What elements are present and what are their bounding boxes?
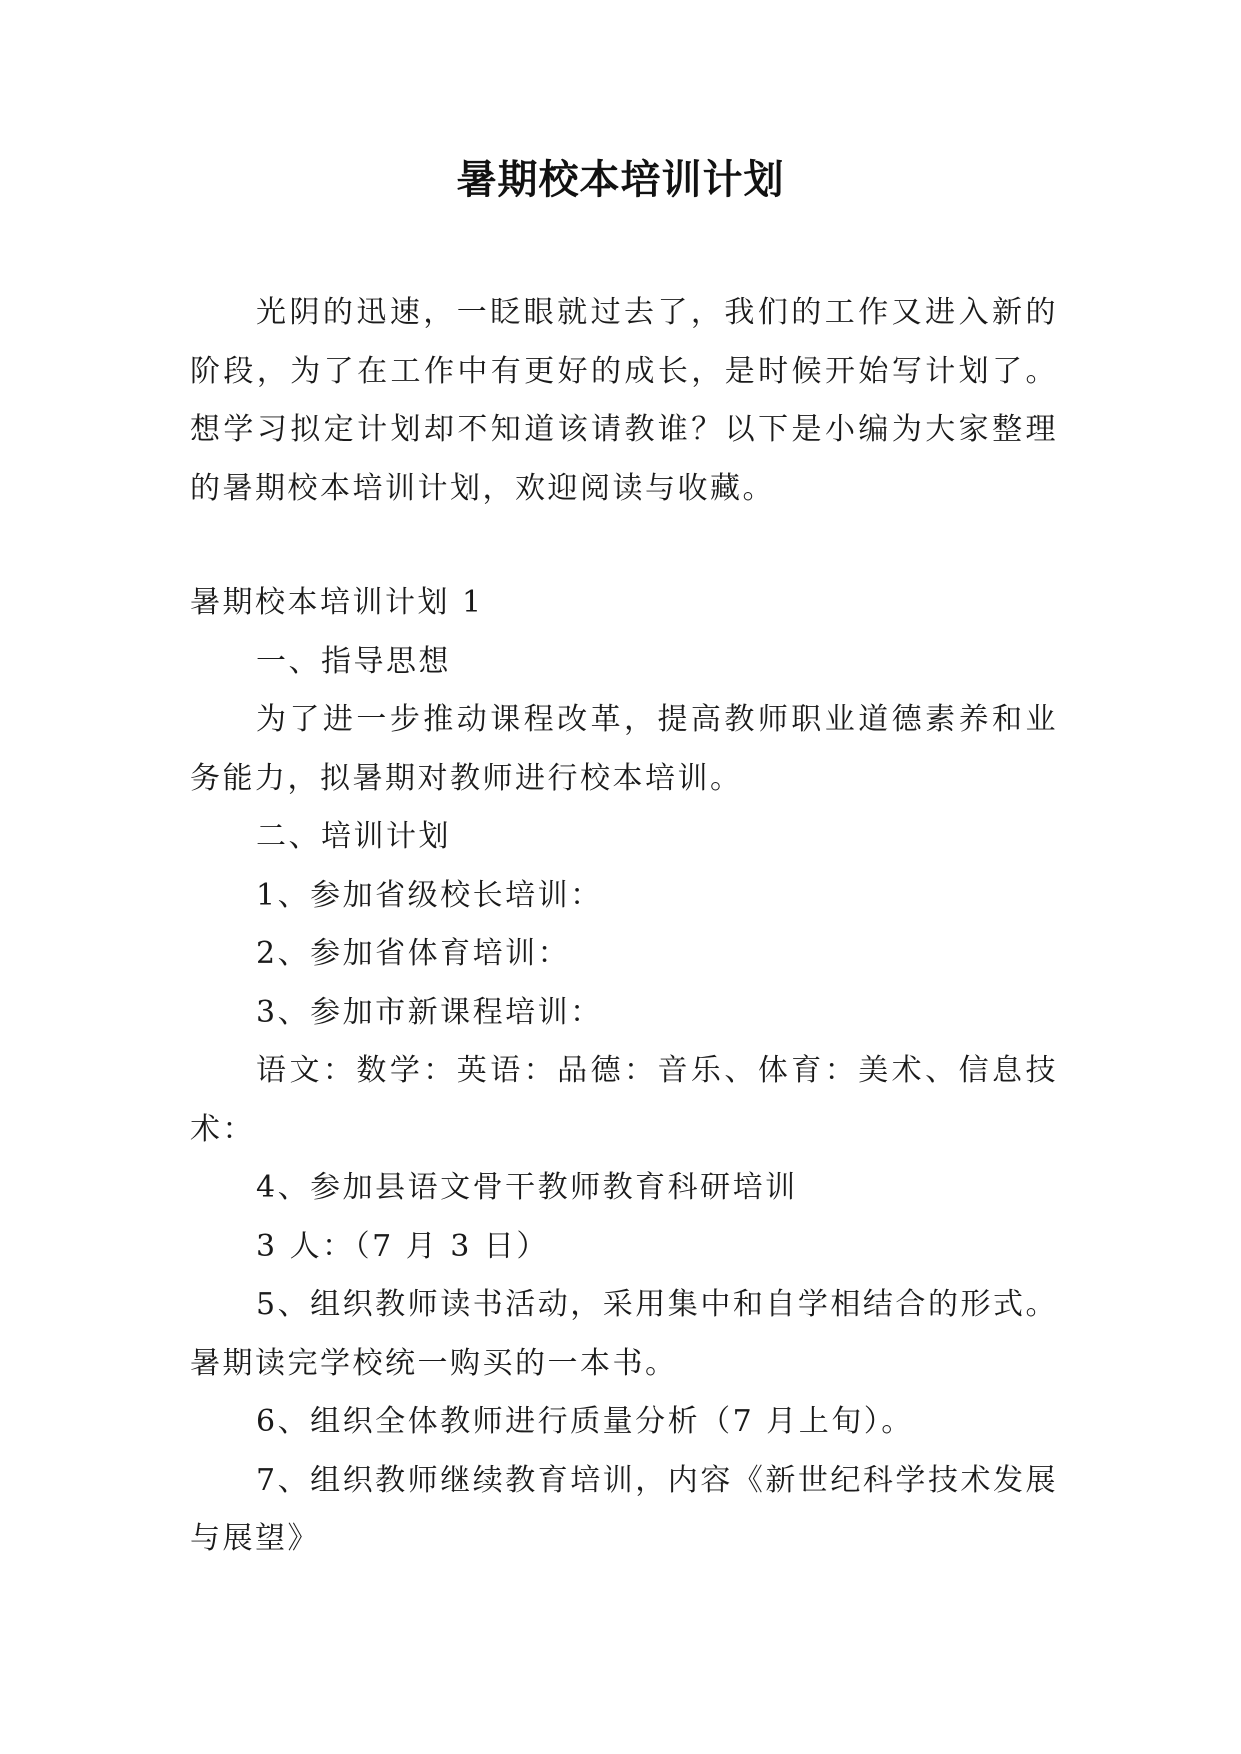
- plan-item-3: 3、参加市新课程培训：: [256, 994, 603, 1030]
- plan-item-6: 6、组织全体教师进行质量分析（7 月上旬）。: [256, 1404, 914, 1439]
- heading-training-plan: 二、培训计划: [256, 819, 451, 854]
- section-heading: 暑期校本培训计划 1: [190, 585, 484, 620]
- plan-section: [190, 574, 1058, 1569]
- intro-paragraph: 光阴的迅速，一眨眼就过去了，我们的工作又进入新的阶段，为了在工作中有更好的成长，是时候开始写计划了。想学习拟定计划却不知道该请教谁？以下是小编为大家整理的暑期校本培训计划，欢迎阅读与收藏。: [190, 295, 1058, 506]
- plan-item-4: 4、参加县语文骨干教师教育科研培训: [256, 1170, 798, 1205]
- plan-item-5: 5、组织教师读书活动，采用集中和自学相结合的形式。暑期读完学校统一购买的一本书。: [190, 1287, 1058, 1381]
- plan-item-4-detail: 3 人：（7 月 3 日）: [256, 1228, 549, 1264]
- intro-block: [190, 284, 1058, 518]
- document-title: 暑期校本培训计划: [456, 156, 785, 203]
- plan-item-7: 7、组织教师继续教育培训，内容《新世纪科学技术发展与展望》: [190, 1462, 1058, 1556]
- plan-item-2: 2、参加省体育培训：: [256, 936, 571, 971]
- paragraph-guiding-idea: 为了进一步推动课程改革，提高教师职业道德素养和业务能力，拟暑期对教师进行校本培训。: [190, 702, 1058, 796]
- plan-item-3-subjects: 语文：数学：英语：品德：音乐、体育：美术、信息技术：: [190, 1053, 1058, 1147]
- plan-item-1: 1、参加省级校长培训：: [256, 877, 603, 913]
- heading-guiding-idea: 一、指导思想: [256, 643, 451, 679]
